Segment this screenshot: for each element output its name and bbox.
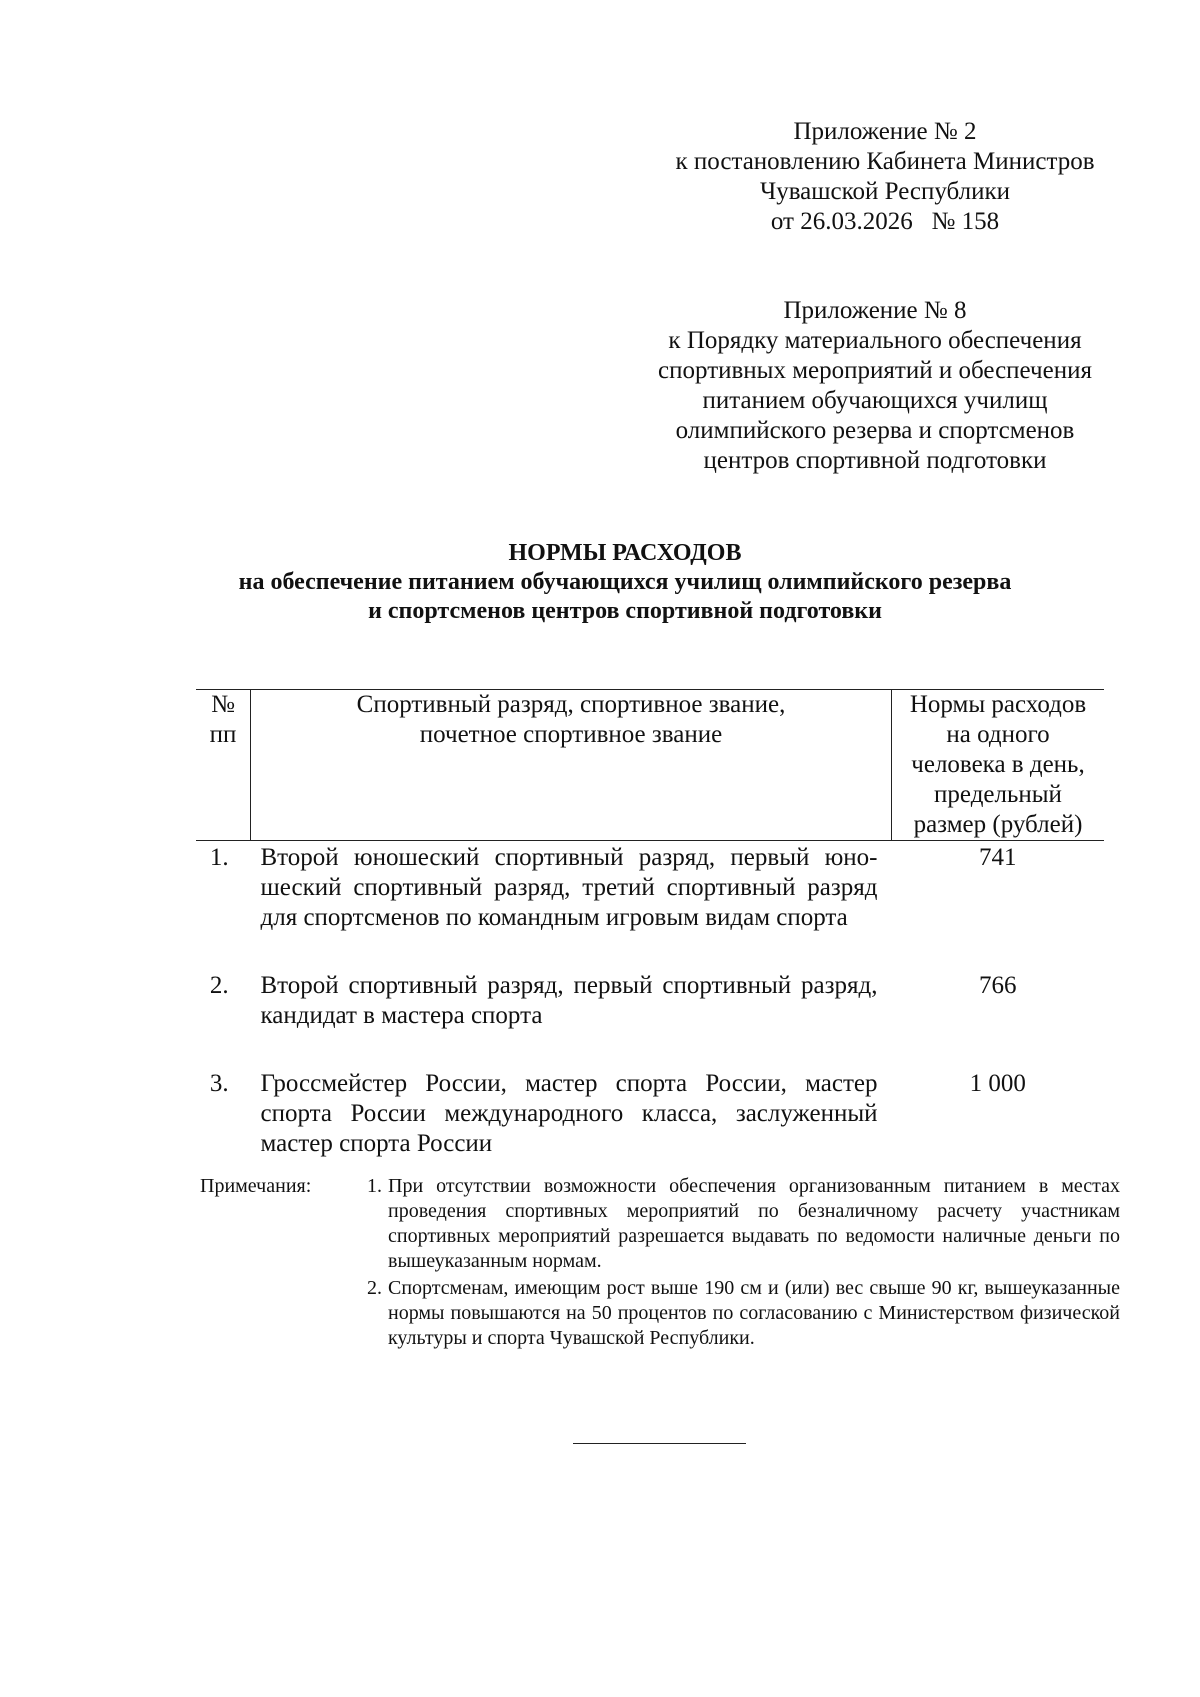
title-main: НОРМЫ РАСХОДОВ (508, 540, 742, 566)
table-header-row (196, 690, 1104, 841)
header-norm-line: Нормы расходов (909, 691, 1087, 718)
document-title (150, 539, 1100, 626)
title-sub-line: и спортсменов центров спортивной подготовки (368, 598, 882, 624)
appendix-2-date-number: от 26.03.2026 № 158 (770, 208, 1000, 235)
header-norm-line: человека в день, (911, 751, 1085, 778)
appendix-8-line: спортивных мероприятий и обеспечения (658, 357, 1092, 384)
header-description-line: почетное спортивное звание (419, 721, 723, 748)
header-norm-line: на одного (946, 721, 1050, 748)
header-norm-line: предельный (934, 781, 1062, 808)
table-row (196, 969, 1104, 1067)
note-item (200, 1276, 1120, 1351)
header-number (196, 690, 251, 841)
appendix-8-line: центров спортивной подготовки (703, 447, 1047, 474)
notes-lead-spacer (200, 1276, 352, 1351)
header-number-line: № (211, 691, 235, 718)
row-value: 741 (979, 844, 1017, 871)
appendix-2-line: Чувашской Республики (759, 178, 1011, 205)
header-norm-line: размер (рублей) (913, 811, 1083, 838)
row-value: 766 (979, 972, 1017, 999)
note-item (200, 1174, 1120, 1274)
row-description: Гроссмейстер России, мастер спорта России, мастер спорта России международного класса, заслуженный мастер спорта России (260, 1070, 878, 1157)
header-norm (892, 690, 1105, 841)
row-number: 1. (209, 844, 229, 871)
notes-lead: Примечания: (200, 1175, 312, 1197)
appendix-8-line: к Порядку материального обеспечения (668, 327, 1082, 354)
note-number: 1. (367, 1175, 382, 1197)
appendix-2-line: к постановлению Кабинета Министров (675, 148, 1095, 175)
row-description: Второй юношеский спортивный разряд, первый юношеский спортивный разряд, третий спортивный разряд для спортсменов по командным игровым видам спорта (260, 844, 878, 931)
appendix-8-line: Приложение № 8 (783, 297, 967, 324)
row-number: 2. (209, 972, 229, 999)
header-description-line: Спортивный разряд, спортивное звание, (356, 691, 786, 718)
note-text: Спортсменам, имеющим рост выше 190 см и (или) вес свыше 90 кг, вышеуказанные нормы повышаются на 50 процентов по согласованию с Министерством физической культуры и спорта Чувашской Республики. (388, 1277, 1120, 1349)
header-description (251, 690, 892, 841)
table-row (196, 841, 1104, 970)
appendix-2-header (640, 117, 1130, 237)
row-number: 3. (209, 1070, 229, 1097)
note-number: 2. (367, 1277, 382, 1299)
row-value: 1 000 (969, 1070, 1026, 1097)
norms-table (196, 689, 1104, 1195)
note-text: При отсутствии возможности обеспечения организованным питанием в местах проведения спортивных мероприятий по безналичному расчету участникам спортивных мероприятий разрешается выдавать по ведомости наличные деньги по вышеуказанным нормам. (388, 1175, 1120, 1272)
header-number-line: пп (209, 721, 237, 748)
row-description: Второй спортивный разряд, первый спортивный разряд, кандидат в мастера спорта (260, 972, 878, 1029)
appendix-8-line: олимпийского резерва и спортсменов (675, 417, 1075, 444)
notes-section (200, 1174, 1120, 1351)
title-sub-line: на обеспечение питанием обучающихся училищ олимпийского резерва (238, 569, 1012, 595)
closing-divider (573, 1443, 746, 1444)
appendix-8-line: питанием обучающихся училищ (702, 387, 1048, 414)
appendix-2-line: Приложение № 2 (793, 118, 977, 145)
appendix-8-header (620, 296, 1130, 476)
